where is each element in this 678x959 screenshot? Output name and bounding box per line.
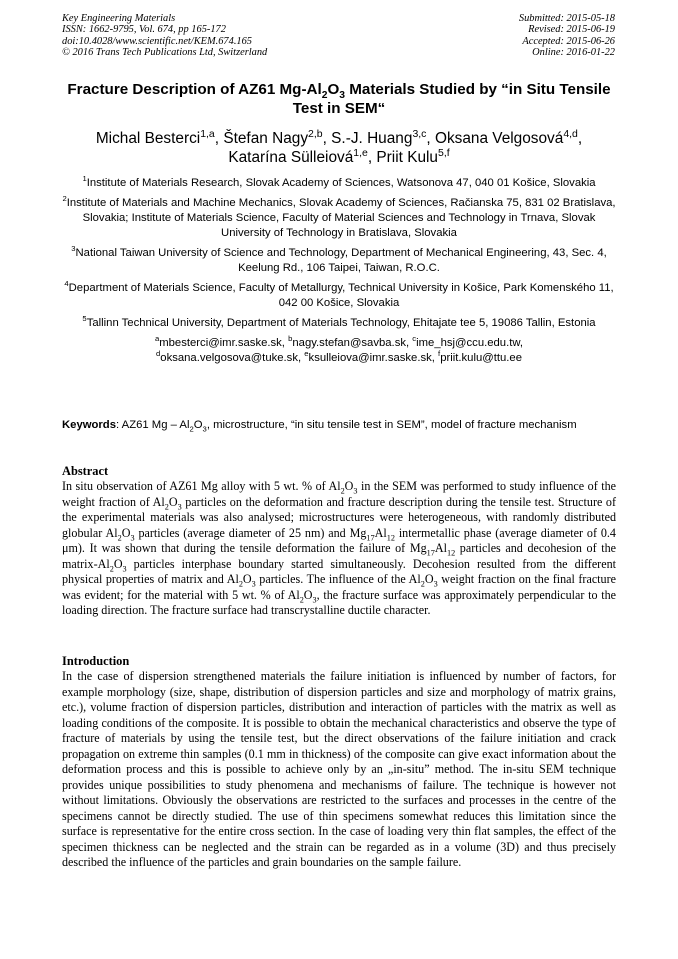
keywords-label: Keywords <box>62 419 116 431</box>
author-emails <box>62 336 616 366</box>
author: Priit Kulu$^{5,f}$ <box>376 147 450 166</box>
abstract-heading: Abstract <box>62 464 109 478</box>
abstract-text: In situ observation of AZ61 Mg alloy with 5 wt. % of $Al_2O_3$ in the SEM was performed to study influence of the weight fraction of $Al_2O_3$ particles on the deformation and fracture description during the tensile test. Structure of the experimental materials was also analysed; microstructures were heterogeneous, with randomly distributed globular $Al_2O_3$ particles (average diameter of 25 nm) and $Mg_{17}Al_{12}$ intermetallic phase (average diameter of 0.4 μm). It was shown that during the tensile deformation the failure of $Mg_{17}Al_{12}$ particles and decohesion of the matrix-$Al_2O_3$ particles interphase boundary started simultaneously. Decohesion resulted from the different physical properties of matrix and $Al_2O_3$ particles. The influence of the $Al_2O_3$ weight fraction on the final fracture was evident; for the material with 5 wt. % of $Al_2O_3$, the fracture surface was approximately perpendicular to the loading direction. The fracture surface had transcrystalline ductile character. <box>62 479 617 617</box>
affiliations <box>62 176 616 366</box>
email-link[interactable]: $^c$ime_hsj@ccu.edu.tw, <box>412 334 524 349</box>
copyright-line: © 2016 Trans Tech Publications Ltd, Switzerland <box>62 47 268 59</box>
author: Oksana Velgosová$^{4,d}$ <box>434 128 578 147</box>
affiliation: $^5$Tallinn Technical University, Department of Materials Technology, Ehitajate tee 5, 19086 Tallin, Estonia <box>82 314 596 329</box>
issn-line: ISSN: 1662-9795, Vol. 674, pp 165-172 <box>62 24 226 36</box>
author: Štefan Nagy$^{2,b}$ <box>223 128 323 147</box>
online-date: Online: 2016-01-22 <box>532 47 615 59</box>
author: S.-J. Huang$^{3,c}$ <box>331 128 427 147</box>
revised-date: Revised: 2015-06-19 <box>528 24 615 36</box>
introduction-heading: Introduction <box>62 654 130 668</box>
author: Michal Besterci$^{1,a}$ <box>95 128 215 147</box>
keywords: Keywords: AZ61 Mg – $Al_2O_3$, microstructure, “in situ tensile test in SEM”, model of fracture mechanism <box>62 419 577 434</box>
affiliation: $^2$Institute of Materials and Machine Mechanics, Slovak Academy of Sciences, Račianska 75, 831 02 Bratislava, Slovakia; Institute of Materials Science, Faculty of Material Sciences and Technology in Trnava, Slovak University of Technology in Bratislava, Slovakia <box>62 194 616 239</box>
affiliation: $^3$National Taiwan University of Science and Technology, Department of Mechanical Engineering, 43, Sec. 4, Keelung Rd., 106 Taipei, Taiwan, R.O.C. <box>71 244 607 274</box>
author: Katarína Sülleiová$^{1,e}$ <box>228 147 368 166</box>
journal-info <box>62 13 267 59</box>
email-link[interactable]: $^a$mbesterci@imr.saske.sk, <box>154 334 289 349</box>
author-list: Michal Besterci$^{1,a}$, Štefan Nagy$^{2,b}$, S.-J. Huang$^{3,c}$, Oksana Velgosová$^{4,d}$, Katarína Sülleiová$^{1,e}$, Priit Kulu$^{5,f}$ <box>95 128 583 166</box>
doi-line[interactable]: doi:10.4028/www.scientific.net/KEM.674.165 <box>62 35 252 47</box>
paper-title: Fracture Description of AZ61 $Mg-Al_2O_3$ Materials Studied by “in Situ Tensile Test in SEM“ <box>67 81 611 117</box>
introduction-text: In the case of dispersion strengthened materials the failure initiation is influenced by number of factors, for example morphology (size, shape, distribution of dispersion particles and size and morphology of matrix grains, etc.), volume fraction of dispersion particles, distribution and interaction of particles with the matrix as well as loading conditions of the composite. It is possible to obtain the mechanical characteristics and observe the type of fracture of materials by using the tensile test, but the direct observations of the failure initiation and crack propagation on extreme thin samples (0.1 mm in thickness) of the composite can give exact information about the deformation process and this is possible to achieve only by an „in-situ” method. The in-situ SEM technique provides unique possibilities to study phenomena and mechanisms of failure. The technique is however not without limitations. Obviously the observations are restricted to the surfaces and processes in the centre of the specimens cannot be directly studied. The use of thin specimens somewhat reduces this limitation since the surface is representative for the entire cross section. In the case of loading very thin flat samples, the effect of the specimen thickness can be neglected and the strain can be regarded as in a volume (3D) and thus precisely described the influence of the particles and grain boundaries on the sample failure. <box>62 669 616 869</box>
accepted-date: Accepted: 2015-06-26 <box>522 35 615 47</box>
email-link[interactable]: $^f$priit.kulu@ttu.ee <box>438 349 522 364</box>
email-link[interactable]: $^d$oksana.velgosova@tuke.sk, <box>156 349 305 364</box>
email-link[interactable]: $^e$ksulleiova@imr.saske.sk, <box>304 349 439 364</box>
journal-name: Key Engineering Materials <box>62 13 176 24</box>
submission-dates <box>519 13 615 59</box>
submitted-date: Submitted: 2015-05-18 <box>518 13 615 24</box>
affiliation: $^1$Institute of Materials Research, Slovak Academy of Sciences, Watsonova 47, 040 01 Košice, Slovakia <box>82 174 596 189</box>
affiliation: $^4$Department of Materials Science, Faculty of Metallurgy, Technical University in Košice, Park Komenského 11, 042 00 Košice, Slovakia <box>64 279 614 309</box>
email-link[interactable]: $^b$nagy.stefan@savba.sk, <box>288 334 413 349</box>
